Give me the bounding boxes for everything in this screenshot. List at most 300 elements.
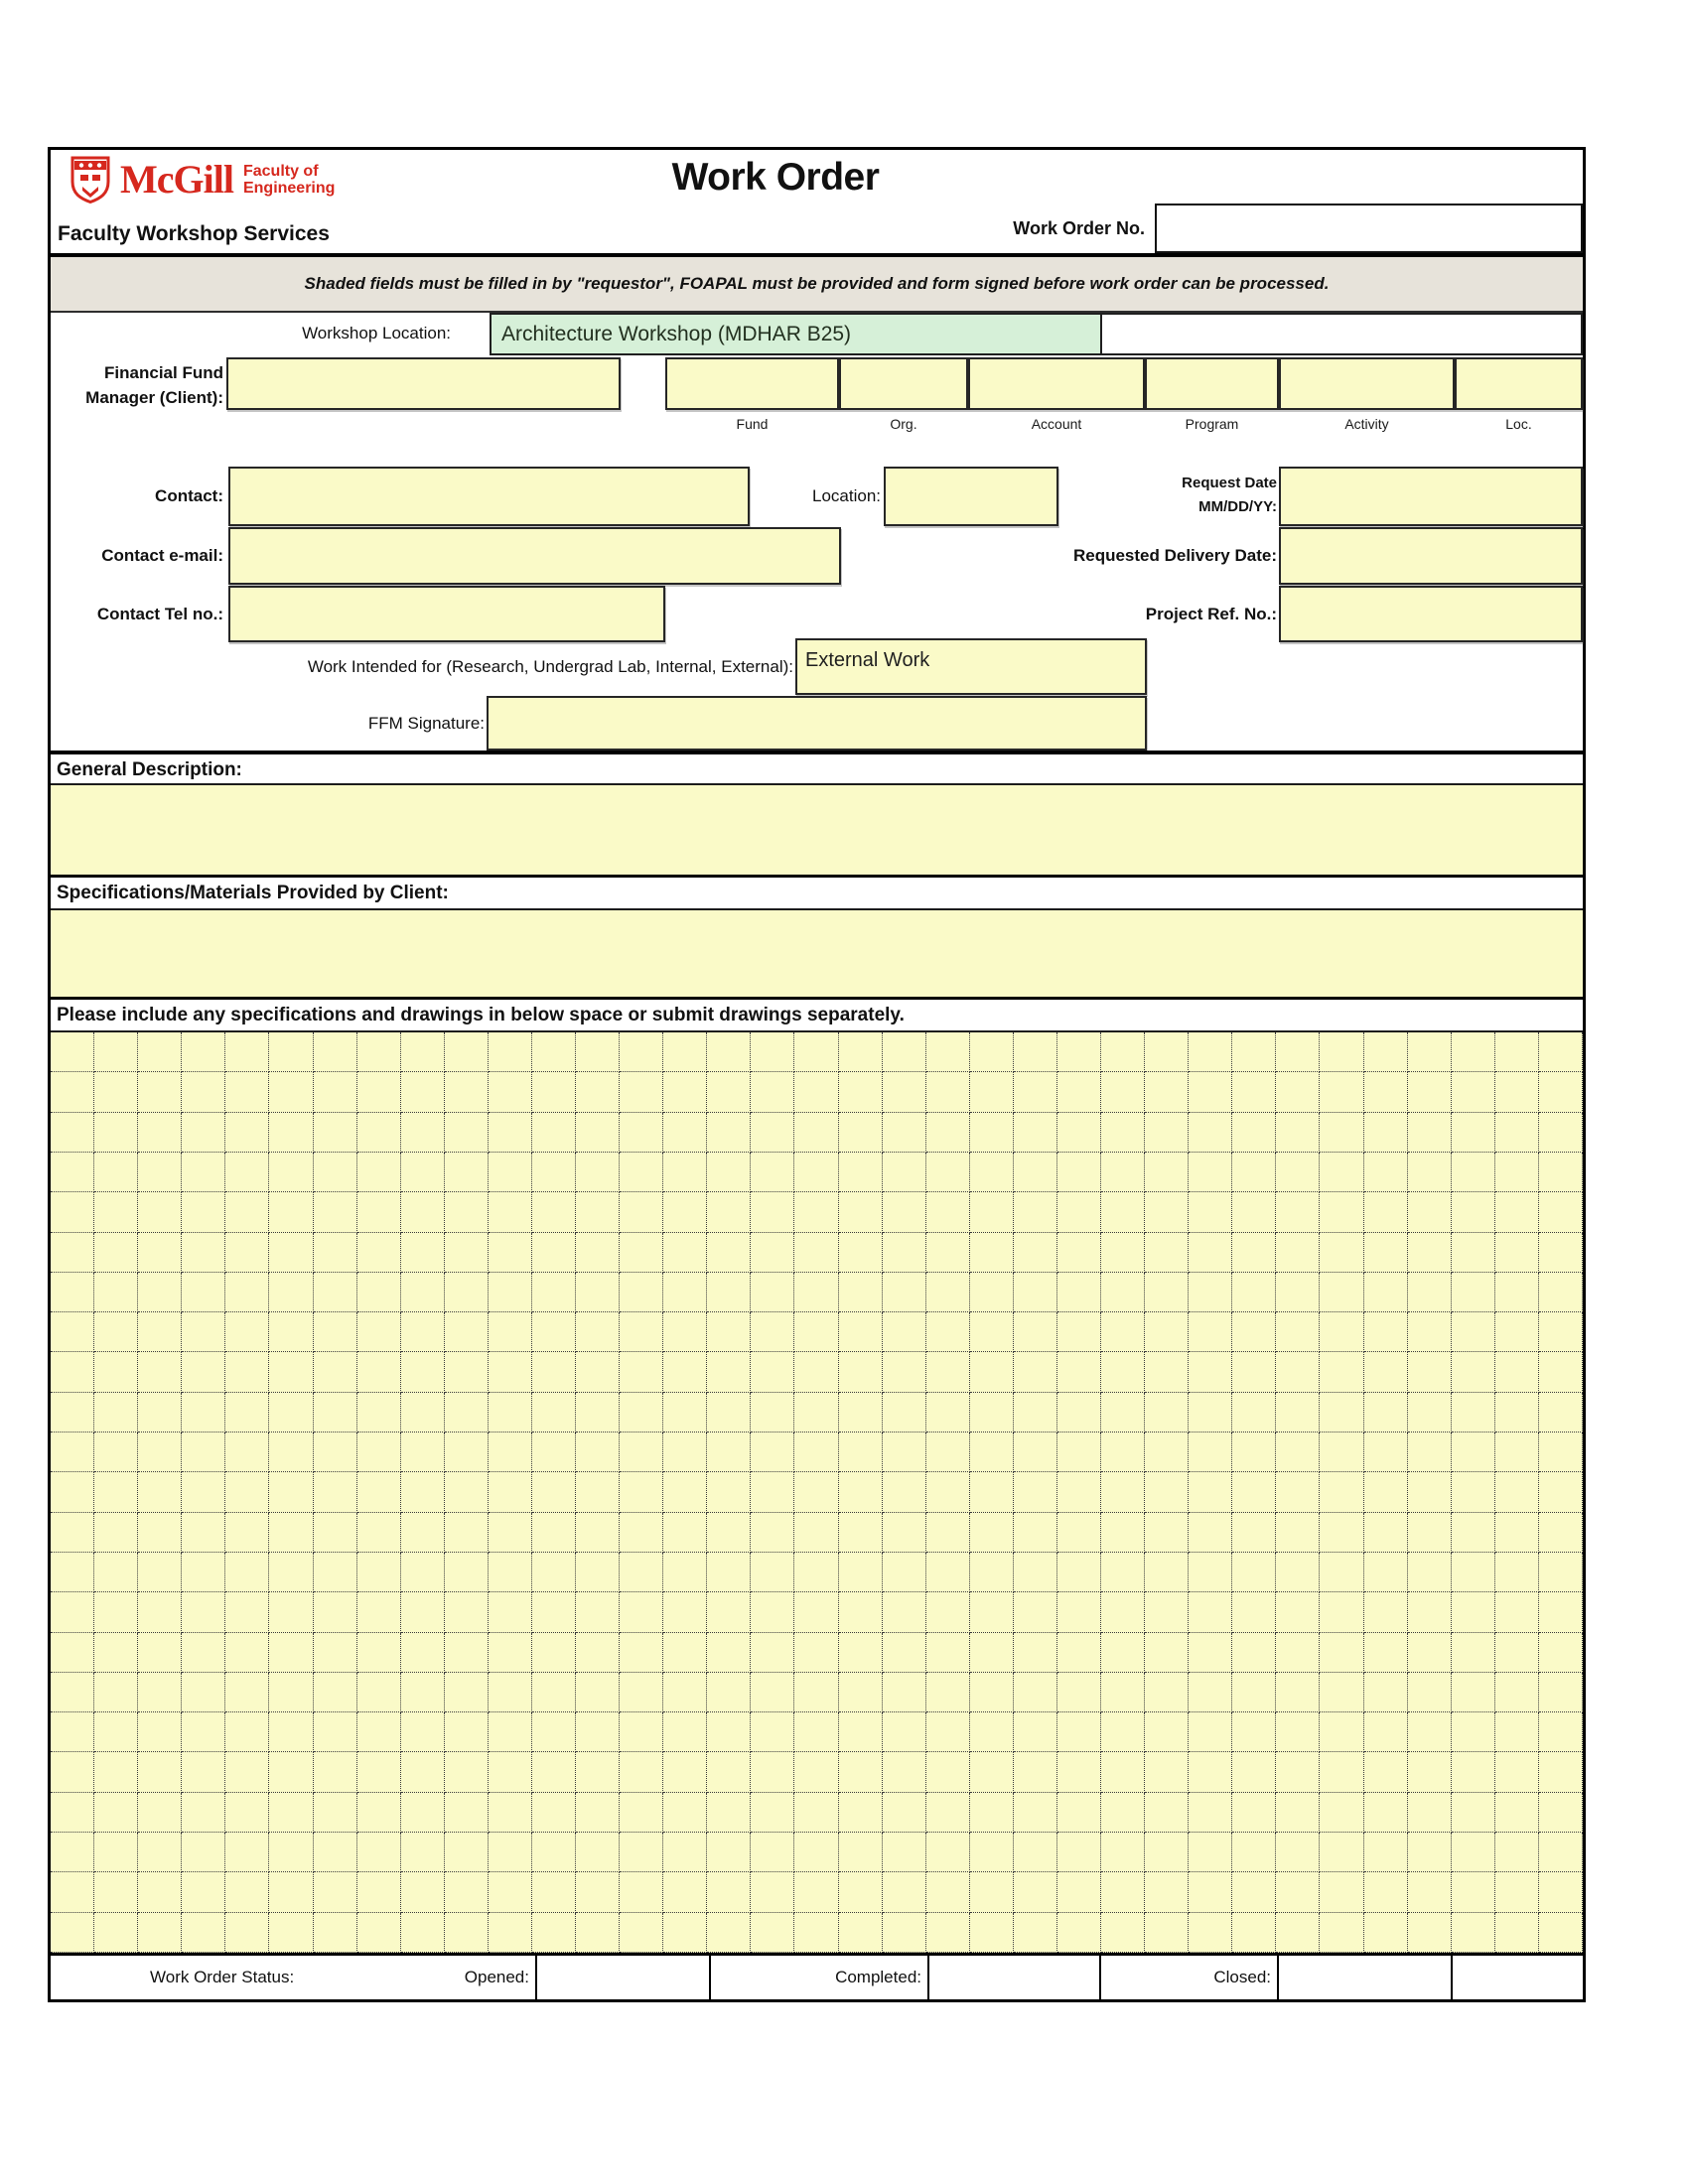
grid-cell (1320, 1913, 1363, 1953)
grid-cell (314, 1712, 357, 1752)
ffm-signature-input[interactable] (487, 696, 1147, 751)
grid-cell (576, 1153, 620, 1192)
grid-cell (269, 1793, 313, 1833)
grid-cell (926, 1872, 970, 1912)
grid-cell (663, 1393, 707, 1433)
grid-cell (1495, 1273, 1539, 1312)
grid-cell (489, 1233, 532, 1273)
grid-cell (839, 1752, 883, 1792)
grid-cell (314, 1352, 357, 1392)
grid-cell (926, 1833, 970, 1872)
grid-cell (1539, 1393, 1583, 1433)
grid-cell (1276, 1872, 1320, 1912)
request-date-label: Request Date MM/DD/YY: (1182, 475, 1277, 515)
grid-cell (1057, 1913, 1101, 1953)
grid-cell (138, 1192, 182, 1232)
grid-cell (314, 1433, 357, 1472)
grid-cell (94, 1793, 138, 1833)
grid-cell (138, 1472, 182, 1512)
grid-cell (1408, 1113, 1452, 1153)
mcgill-logo (70, 156, 335, 204)
workshop-location-input[interactable]: Architecture Workshop (MDHAR B25) (490, 313, 1102, 355)
grid-cell (269, 1233, 313, 1273)
grid-cell (225, 1472, 269, 1512)
grid-cell (401, 1113, 445, 1153)
grid-cell (1101, 1513, 1145, 1553)
grid-cell (1276, 1472, 1320, 1512)
grid-cell (1057, 1752, 1101, 1792)
grid-cell (1014, 1592, 1057, 1632)
grid-cell (1364, 1633, 1408, 1673)
grid-cell (1364, 1712, 1408, 1752)
grid-cell (1276, 1553, 1320, 1592)
grid-cell (926, 1312, 970, 1352)
grid-cell (269, 1032, 313, 1072)
grid-cell (751, 1153, 794, 1192)
grid-cell (1276, 1793, 1320, 1833)
grid-cell (1189, 1273, 1232, 1312)
grid-cell (51, 1633, 94, 1673)
grid-cell (1014, 1352, 1057, 1392)
grid-cell (1539, 1513, 1583, 1553)
grid-cell (94, 1592, 138, 1632)
grid-cell (576, 1833, 620, 1872)
grid-cell (1101, 1352, 1145, 1392)
grid-cell (138, 1752, 182, 1792)
grid-cell (51, 1153, 94, 1192)
grid-cell (707, 1032, 751, 1072)
grid-cell (314, 1312, 357, 1352)
grid-cell (401, 1833, 445, 1872)
grid-cell (138, 1913, 182, 1953)
grid-cell (1364, 1833, 1408, 1872)
grid-cell (1539, 1072, 1583, 1112)
grid-cell (794, 1352, 838, 1392)
grid-cell (620, 1352, 663, 1392)
grid-cell (182, 1233, 225, 1273)
grid-cell (751, 1592, 794, 1632)
grid-cell (51, 1312, 94, 1352)
loc-label: Loc. (1505, 416, 1532, 432)
brand-subtitle: Faculty of Engineering (242, 163, 336, 197)
grid-cell (1364, 1393, 1408, 1433)
grid-cell (532, 1273, 576, 1312)
grid-cell (1101, 1032, 1145, 1072)
grid-cell (1189, 1472, 1232, 1512)
grid-cell (94, 1393, 138, 1433)
grid-cell (1452, 1393, 1495, 1433)
grid-cell (1495, 1472, 1539, 1512)
grid-cell (1232, 1673, 1276, 1712)
grid-cell (1408, 1312, 1452, 1352)
grid-cell (620, 1872, 663, 1912)
grid-cell (1452, 1793, 1495, 1833)
grid-cell (1232, 1153, 1276, 1192)
grid-cell (225, 1153, 269, 1192)
grid-cell (269, 1712, 313, 1752)
grid-cell (663, 1913, 707, 1953)
grid-cell (707, 1113, 751, 1153)
grid-cell (794, 1153, 838, 1192)
grid-cell (1364, 1872, 1408, 1912)
grid-cell (576, 1472, 620, 1512)
grid-cell (51, 1113, 94, 1153)
grid-cell (1408, 1153, 1452, 1192)
grid-cell (1408, 1072, 1452, 1112)
grid-cell (1145, 1472, 1189, 1512)
grid-cell (138, 1553, 182, 1592)
grid-cell (620, 1113, 663, 1153)
grid-cell (794, 1633, 838, 1673)
grid-cell (1320, 1032, 1363, 1072)
grid-cell (269, 1113, 313, 1153)
grid-cell (182, 1752, 225, 1792)
grid-cell (1364, 1032, 1408, 1072)
grid-cell (620, 1472, 663, 1512)
grid-cell (269, 1433, 313, 1472)
grid-cell (707, 1472, 751, 1512)
grid-cell (707, 1273, 751, 1312)
grid-cell (94, 1312, 138, 1352)
grid-cell (883, 1553, 926, 1592)
grid-cell (314, 1032, 357, 1072)
grid-cell (314, 1513, 357, 1553)
grid-cell (94, 1113, 138, 1153)
grid-cell (94, 1913, 138, 1953)
grid-cell (1232, 1072, 1276, 1112)
grid-cell (1320, 1153, 1363, 1192)
grid-cell (1495, 1553, 1539, 1592)
grid-cell (445, 1673, 489, 1712)
grid-cell (576, 1032, 620, 1072)
grid-cell (1539, 1872, 1583, 1912)
grid-cell (883, 1433, 926, 1472)
grid-cell (620, 1633, 663, 1673)
work-order-form (48, 147, 1586, 2002)
grid-cell (926, 1513, 970, 1553)
grid-cell (1057, 1872, 1101, 1912)
loc-input[interactable] (1455, 357, 1583, 410)
grid-cell (94, 1752, 138, 1792)
grid-cell (970, 1553, 1014, 1592)
grid-cell (794, 1433, 838, 1472)
grid-cell (532, 1072, 576, 1112)
grid-cell (883, 1712, 926, 1752)
contact-email-label: Contact e-mail: (101, 546, 223, 565)
grid-cell (839, 1393, 883, 1433)
grid-cell (269, 1273, 313, 1312)
ffm-client-input[interactable] (226, 357, 621, 410)
grid-cell (182, 1913, 225, 1953)
grid-cell (970, 1192, 1014, 1232)
grid-cell (138, 1793, 182, 1833)
grid-cell (1145, 1592, 1189, 1632)
org-input[interactable] (839, 357, 968, 410)
grid-cell (970, 1393, 1014, 1433)
grid-cell (138, 1113, 182, 1153)
grid-cell (1539, 1752, 1583, 1792)
grid-cell (839, 1072, 883, 1112)
grid-cell (445, 1153, 489, 1192)
grid-cell (401, 1752, 445, 1792)
grid-cell (1539, 1833, 1583, 1872)
grid-cell (839, 1633, 883, 1673)
activity-input[interactable] (1279, 357, 1455, 410)
grid-cell (620, 1673, 663, 1712)
grid-cell (883, 1592, 926, 1632)
grid-cell (357, 1233, 401, 1273)
grid-cell (926, 1072, 970, 1112)
grid-cell (751, 1233, 794, 1273)
specifications-input[interactable] (51, 910, 1583, 1000)
request-date-input[interactable] (1279, 467, 1583, 526)
work-order-no-label: Work Order No. (1013, 218, 1145, 238)
grid-cell (1101, 1712, 1145, 1752)
fund-input[interactable] (665, 357, 839, 410)
grid-cell (970, 1592, 1014, 1632)
grid-cell (489, 1192, 532, 1232)
grid-cell (1101, 1913, 1145, 1953)
grid-cell (357, 1072, 401, 1112)
general-description-input[interactable] (51, 785, 1583, 878)
grid-cell (51, 1393, 94, 1433)
grid-cell (1276, 1113, 1320, 1153)
brand-name: McGill (120, 157, 233, 202)
grid-cell (751, 1553, 794, 1592)
grid-cell (839, 1793, 883, 1833)
grid-cell (1320, 1553, 1363, 1592)
grid-cell (357, 1673, 401, 1712)
grid-cell (1014, 1113, 1057, 1153)
grid-cell (489, 1472, 532, 1512)
grid-cell (663, 1872, 707, 1912)
grid-cell (1145, 1633, 1189, 1673)
work-intended-label: Work Intended for (Research, Undergrad Lab, Internal, External): (307, 657, 793, 676)
grid-cell (1232, 1633, 1276, 1673)
grid-cell (663, 1153, 707, 1192)
grid-cell (1320, 1673, 1363, 1712)
grid-cell (970, 1312, 1014, 1352)
fund-label: Fund (736, 416, 769, 432)
grid-cell (751, 1113, 794, 1153)
grid-cell (225, 1793, 269, 1833)
closed-input[interactable] (1453, 1956, 1583, 1999)
grid-cell (532, 1913, 576, 1953)
grid-cell (1101, 1872, 1145, 1912)
grid-cell (1495, 1233, 1539, 1273)
work-order-no-input[interactable] (1155, 204, 1583, 253)
grid-cell (182, 1312, 225, 1352)
grid-cell (1057, 1793, 1101, 1833)
grid-cell (926, 1673, 970, 1712)
grid-cell (269, 1393, 313, 1433)
grid-cell (970, 1673, 1014, 1712)
grid-cell (620, 1153, 663, 1192)
grid-cell (1057, 1393, 1101, 1433)
grid-cell (620, 1273, 663, 1312)
grid-cell (401, 1393, 445, 1433)
grid-cell (1057, 1032, 1101, 1072)
grid-cell (1014, 1072, 1057, 1112)
drawing-grid[interactable] (51, 1032, 1583, 1956)
grid-cell (620, 1312, 663, 1352)
account-input[interactable] (968, 357, 1145, 410)
grid-cell (1232, 1233, 1276, 1273)
grid-cell (489, 1433, 532, 1472)
location-input[interactable] (884, 467, 1058, 526)
grid-cell (51, 1872, 94, 1912)
grid-cell (620, 1752, 663, 1792)
grid-cell (1276, 1233, 1320, 1273)
grid-cell (1145, 1673, 1189, 1712)
grid-cell (707, 1153, 751, 1192)
grid-cell (1539, 1633, 1583, 1673)
workshop-location-label: Workshop Location: (302, 324, 451, 342)
delivery-date-input[interactable] (1279, 527, 1583, 585)
grid-cell (707, 1553, 751, 1592)
grid-cell (839, 1913, 883, 1953)
grid-cell (1408, 1833, 1452, 1872)
grid-cell (1539, 1913, 1583, 1953)
grid-cell (314, 1633, 357, 1673)
grid-cell (707, 1393, 751, 1433)
grid-cell (794, 1312, 838, 1352)
grid-cell (269, 1153, 313, 1192)
grid-cell (883, 1393, 926, 1433)
grid-cell (225, 1913, 269, 1953)
grid-cell (1232, 1833, 1276, 1872)
grid-cell (357, 1312, 401, 1352)
general-description-label: General Description: (51, 751, 1583, 785)
grid-cell (1057, 1472, 1101, 1512)
grid-cell (1452, 1752, 1495, 1792)
grid-cell (489, 1513, 532, 1553)
grid-cell (1408, 1872, 1452, 1912)
grid-cell (269, 1913, 313, 1953)
grid-cell (794, 1032, 838, 1072)
contact-email-input[interactable] (228, 527, 841, 585)
grid-cell (1189, 1072, 1232, 1112)
opened-input[interactable] (537, 1956, 709, 1999)
grid-cell (926, 1752, 970, 1792)
grid-cell (445, 1192, 489, 1232)
grid-cell (794, 1273, 838, 1312)
notice-bar: Shaded fields must be filled in by "requestor", FOAPAL must be provided and form signed before work order can be processed. (51, 253, 1583, 313)
grid-cell (883, 1153, 926, 1192)
grid-cell (751, 1673, 794, 1712)
grid-cell (1495, 1192, 1539, 1232)
grid-cell (401, 1633, 445, 1673)
grid-cell (926, 1113, 970, 1153)
grid-cell (839, 1192, 883, 1232)
grid-cell (314, 1833, 357, 1872)
grid-cell (839, 1233, 883, 1273)
grid-cell (1057, 1072, 1101, 1112)
grid-cell (1101, 1312, 1145, 1352)
grid-cell (926, 1192, 970, 1232)
grid-cell (1408, 1913, 1452, 1953)
grid-cell (401, 1433, 445, 1472)
contact-tel-input[interactable] (228, 586, 665, 642)
grid-cell (576, 1673, 620, 1712)
grid-cell (489, 1312, 532, 1352)
grid-cell (51, 1752, 94, 1792)
grid-cell (1232, 1793, 1276, 1833)
grid-cell (1320, 1192, 1363, 1232)
grid-cell (576, 1312, 620, 1352)
grid-cell (532, 1592, 576, 1632)
grid-cell (926, 1433, 970, 1472)
grid-cell (1539, 1433, 1583, 1472)
grid-cell (883, 1312, 926, 1352)
contact-label: Contact: (155, 486, 223, 505)
grid-cell (1057, 1312, 1101, 1352)
grid-cell (51, 1712, 94, 1752)
grid-cell (663, 1192, 707, 1232)
project-ref-input[interactable] (1279, 586, 1583, 642)
status-divider (927, 1956, 929, 1999)
grid-cell (839, 1433, 883, 1472)
grid-cell (839, 1113, 883, 1153)
grid-cell (532, 1793, 576, 1833)
grid-cell (751, 1833, 794, 1872)
delivery-date-label: Requested Delivery Date: (1072, 546, 1277, 565)
grid-cell (1539, 1032, 1583, 1072)
program-label: Program (1185, 416, 1239, 432)
status-divider (535, 1956, 537, 1999)
grid-cell (883, 1233, 926, 1273)
grid-cell (357, 1192, 401, 1232)
program-input[interactable] (1145, 357, 1279, 410)
grid-cell (970, 1433, 1014, 1472)
grid-cell (182, 1872, 225, 1912)
grid-cell (489, 1592, 532, 1632)
grid-cell (707, 1192, 751, 1232)
grid-cell (357, 1113, 401, 1153)
grid-cell (489, 1673, 532, 1712)
grid-cell (138, 1233, 182, 1273)
grid-cell (707, 1072, 751, 1112)
grid-cell (445, 1472, 489, 1512)
grid-cell (883, 1872, 926, 1912)
grid-cell (357, 1513, 401, 1553)
grid-cell (663, 1673, 707, 1712)
grid-cell (1320, 1352, 1363, 1392)
grid-cell (970, 1793, 1014, 1833)
grid-cell (1495, 1393, 1539, 1433)
grid-cell (1539, 1472, 1583, 1512)
grid-cell (1101, 1273, 1145, 1312)
grid-cell (883, 1833, 926, 1872)
grid-cell (1495, 1872, 1539, 1912)
grid-cell (225, 1273, 269, 1312)
grid-cell (445, 1312, 489, 1352)
grid-cell (1320, 1433, 1363, 1472)
work-intended-input[interactable]: External Work (795, 638, 1147, 695)
grid-cell (1232, 1712, 1276, 1752)
account-label: Account (1031, 416, 1082, 432)
grid-cell (1452, 1433, 1495, 1472)
grid-cell (620, 1913, 663, 1953)
grid-cell (794, 1752, 838, 1792)
grid-cell (1232, 1872, 1276, 1912)
mcgill-shield-icon (70, 156, 110, 204)
grid-cell (314, 1913, 357, 1953)
grid-cell (1145, 1233, 1189, 1273)
grid-cell (1101, 1793, 1145, 1833)
contact-input[interactable] (228, 467, 750, 526)
grid-cell (489, 1072, 532, 1112)
